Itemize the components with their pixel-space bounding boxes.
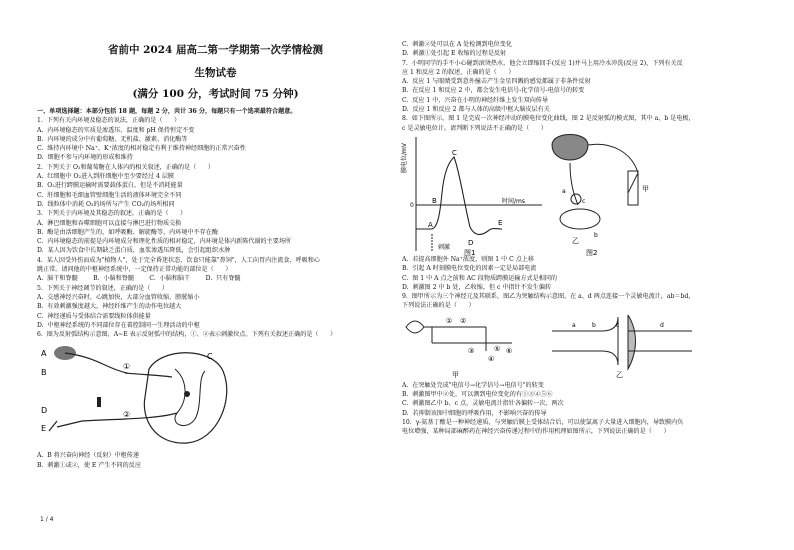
score-info: (满分 100 分，考试时间 75 分钟) bbox=[132, 88, 299, 100]
text-line: D. 细胞不参与内环境的形成和维持 bbox=[37, 154, 133, 162]
text-line: A. 若提高细胞外 Na⁺浓度，则图 1 中 C 点上移 bbox=[402, 255, 535, 263]
fig9-cap-jia: 甲 bbox=[452, 370, 459, 379]
text-line: B. O₂进行跨膜运输时需要载体蛋白，但是不消耗能量 bbox=[37, 182, 183, 190]
fig6-label-E: E bbox=[41, 424, 47, 434]
questions-1-6 bbox=[37, 107, 394, 339]
text-line: A. 交感神经兴奋时，心跳加快，大部分血管收缩，膀胱缩小 bbox=[37, 293, 200, 301]
text-line: C. 维持内环境中 Na⁺、K⁺浓度的相对稳定有利于维持神经细胞的正常兴奋性 bbox=[37, 145, 246, 153]
text-line: D. 某人因为饮食中长期缺乏蛋白质，血浆渗透压降低，会引起组织水肿 bbox=[37, 247, 231, 255]
fig6-label-B: B bbox=[41, 368, 47, 378]
fig8-xlabel: 时间/ms bbox=[502, 197, 525, 205]
text-line: A. 脑干和脊髓 B. 小脑和脊髓 C. 小脑和脑干 D. 只有脊髓 bbox=[37, 275, 241, 283]
text-line: D. 刺激①处引起 E 收缩的过程是反射 bbox=[402, 50, 507, 58]
text-line: 6. 图为反射弧结构示意图，A~E 表示反射弧中的结构，①、②表示刺激位点。下列有关叙述正确的是（ ） bbox=[37, 331, 337, 339]
text-line: B. 有效刺激强度越大，神经纤维产生的动作电位越大 bbox=[37, 303, 182, 311]
fig9-num-2: ② bbox=[460, 316, 467, 325]
fig9-num-3: ③ bbox=[468, 346, 475, 355]
text-line: B. 在反应 1 和反应 2 中，都会发生电信号-化学信号-电信号的转变 bbox=[402, 87, 585, 95]
fig6-label-2: ② bbox=[123, 410, 131, 420]
text-line: B. 刺激图甲中②处，可以测到电位变化的有①③④⑤⑥ bbox=[402, 391, 553, 399]
spinal-section bbox=[552, 134, 588, 160]
text-line: B. 内环境的成分中有葡萄糖、无机盐、激素、消化酶等 bbox=[37, 135, 188, 143]
fig9-num-1: ① bbox=[446, 316, 453, 325]
figure-membrane-potential bbox=[402, 133, 764, 255]
text-line: B. 刺激①或②，使 E 产生不同的反应 bbox=[37, 461, 141, 469]
fig8-stim: 刺激 bbox=[438, 243, 451, 251]
text-line: B. 酶是由活细胞产生的，如呼吸酶、解旋酶等，内环境中不存在酶 bbox=[37, 228, 218, 236]
spinal-cord-shape bbox=[144, 353, 226, 443]
text-line: D. 中枢神经系统的不同部位存在着控制同一生理活动的中枢 bbox=[37, 321, 200, 329]
fig8-jia: 甲 bbox=[642, 184, 649, 193]
fig9-num-4: ④ bbox=[488, 354, 495, 363]
text-line: 7. 小明同学的手不小心碰到滚烫热水，他会立即缩回手(反应 1)并马上用冷水冲洗(反应 2)，下列有关反 bbox=[402, 59, 683, 67]
text-line: 10. γ-氨基丁酸是一种神经递质，与突触后膜上受体结合后，可以使氯离子大量进入细胞内，导致膜内负 bbox=[402, 418, 684, 426]
text-line: 下列说法正确的是（ ） bbox=[402, 302, 475, 310]
text-line: D. 线粒体中消耗 O₂的场所与产生 CO₂的场所相同 bbox=[37, 200, 175, 208]
text-line: C. 反应 1 中，兴奋在小明的神经纤维上发生双向传导 bbox=[402, 96, 548, 104]
text-line: C. 神经递质与受体结合需要线粒体供能量 bbox=[37, 312, 151, 320]
text-line: 4. 某人因受外伤而成为"植物人"，处于完全昏迷状态，饮食只能靠"鼻饲"，人工向胃内注流食，呼吸和心 bbox=[37, 256, 320, 264]
text-line: C. 肝细胞和毛细血管壁细胞生活的液体环境完全不同 bbox=[37, 191, 182, 199]
text-line: A. 红细胞中 O₂进入到肝细胞中至少要经过 4 层膜 bbox=[37, 173, 175, 181]
fig9-diagram bbox=[402, 311, 764, 381]
fig9-num-5: ⑤ bbox=[494, 344, 501, 353]
fig8-point-A: A bbox=[428, 220, 433, 229]
fig9-pt-c: c bbox=[616, 321, 620, 329]
text-line: D. 刺激图 2 中 b 处，乙收缩，但 c 中指针不发生偏转 bbox=[402, 283, 552, 291]
figure-reflex-arc bbox=[37, 339, 394, 451]
text-line: 9. 图甲所示为三个神经元及其联系，图乙为突触结构示意图，在 a、d 两点连接一个灵敏电流计，ab＝bd， bbox=[402, 293, 695, 301]
text-line: 5. 下列关于神经调节的叙述，正确的是（ ） bbox=[37, 284, 168, 292]
text-line: D. 反应 1 和反应 2 都与人体的高级中枢大脑皮层有关 bbox=[402, 106, 550, 114]
question-6-options bbox=[37, 451, 394, 470]
fig8-point-B: B bbox=[432, 196, 437, 205]
fig8-diagram bbox=[402, 133, 764, 255]
text-line: 3. 下列关于内环境及其稳态的叙述，正确的是（ ） bbox=[37, 210, 187, 218]
page-number: 1 / 4 bbox=[40, 516, 54, 523]
text-line: 应 1 和反应 2 的叙述，正确的是（ ） bbox=[402, 68, 515, 76]
fig9-cap-yi: 乙 bbox=[616, 370, 623, 379]
text-line: 1. 下列有关内环境及稳态的说法，正确的是（ ） bbox=[37, 117, 181, 125]
muscle-yi bbox=[560, 209, 600, 229]
text-line: 跳正常。请问他的中枢神经系统中，一定保持正常功能的部位是（ ） bbox=[37, 266, 232, 274]
fig8-zero: 0 bbox=[410, 201, 414, 209]
fig8-c: c bbox=[582, 197, 586, 205]
text-line: C. 刺激②处可以在 A 处检测到电位变化 bbox=[402, 41, 512, 48]
fig6-label-D: D bbox=[41, 406, 48, 416]
figure-neurons-synapse bbox=[402, 311, 764, 381]
text-line: C. 内环境稳态的前提是内环境成分和理化性质的相对稳定，内环境是体内新陈代谢的主要场所 bbox=[37, 238, 292, 246]
fig9-num-6: ⑥ bbox=[506, 346, 513, 355]
left-column bbox=[37, 0, 394, 470]
fig6-label-A: A bbox=[41, 349, 47, 359]
page-title: 省前中 2024 届高二第一学期第一次学情检测 bbox=[107, 44, 324, 56]
fig9-pt-a: a bbox=[572, 321, 576, 329]
fig9-pt-d: d bbox=[660, 321, 664, 329]
questions-8-9 bbox=[402, 255, 764, 311]
fig8-point-D: D bbox=[468, 238, 474, 247]
fig8-a: a bbox=[562, 187, 566, 195]
fig8-point-C: C bbox=[452, 148, 457, 157]
fig8-point-E: E bbox=[498, 218, 503, 227]
reflex-arc-diagram bbox=[37, 339, 237, 451]
text-line: 电位增强，某种局部麻醉药在神经兴奋传递过程中的作用机理如图所示，下列说法正确的是（ ） bbox=[402, 428, 670, 436]
fig8-ylabel: 膜电位/mV bbox=[401, 142, 408, 173]
text-line: C. 图 1 中 A 点之前和 AC 段物质跨膜运输方式是相同的 bbox=[402, 274, 558, 282]
fig8-cap1: 图1 bbox=[464, 248, 476, 257]
text-line: A. B 将兴奋向神经（反射）中枢传递 bbox=[37, 452, 139, 460]
fig8-b: b bbox=[594, 231, 598, 239]
text-line: B. 引起 A 时刻膜电位变化的因素一定是局部电流 bbox=[402, 265, 537, 273]
text-line: C. 刺激图乙中 b、c 点，灵敏电流计指针各偏转一次、两次 bbox=[402, 400, 564, 408]
text-line: A. 反应 1 与眼睛受到意外撞击产生金星四溅的感觉都属于非条件反射 bbox=[402, 78, 591, 86]
right-column bbox=[402, 40, 764, 437]
text-line: c 是灵敏电位计。请判断下列说法不正确的是（ ） bbox=[402, 124, 547, 132]
subject-title: 生物试卷 bbox=[194, 67, 237, 79]
fig8-cap2: 图2 bbox=[586, 248, 598, 257]
text-line: A. 在突触处完成"电信号→化学信号→电信号"的转变 bbox=[402, 381, 544, 389]
text-line: A. 内环境稳态的实质是渗透压、温度和 pH 保持恒定不变 bbox=[37, 126, 195, 134]
text-line: D. 若抑制该图中细胞的呼吸作用，不影响兴奋的传导 bbox=[402, 409, 547, 417]
text-line: 8. 如下图所示，图 1 是完成一次神经冲动的膜电位变化曲线，图 2 是反射弧的模式图，其中 a、b 是电极， bbox=[402, 115, 695, 123]
fig6-label-1: ① bbox=[123, 362, 131, 372]
text-line: 一、单项选择题：本部分包括 18 题，每题 2 分，共计 36 分，每题只有一个选项最符合题意。 bbox=[37, 108, 297, 115]
text-line: 2. 下列关于 O₂和葡萄糖在人体内的相关叙述，正确的是（ ） bbox=[37, 163, 214, 171]
fig6-label-C: C bbox=[207, 352, 213, 362]
text-line: A. 淋巴细胞和吞噬细胞可以直接与淋巴进行物质交换 bbox=[37, 219, 182, 227]
fig8-yi: 乙 bbox=[572, 236, 579, 245]
fig9-pt-b: b bbox=[592, 321, 596, 329]
questions-6cd-8 bbox=[402, 40, 764, 133]
questions-9-10 bbox=[402, 381, 764, 437]
